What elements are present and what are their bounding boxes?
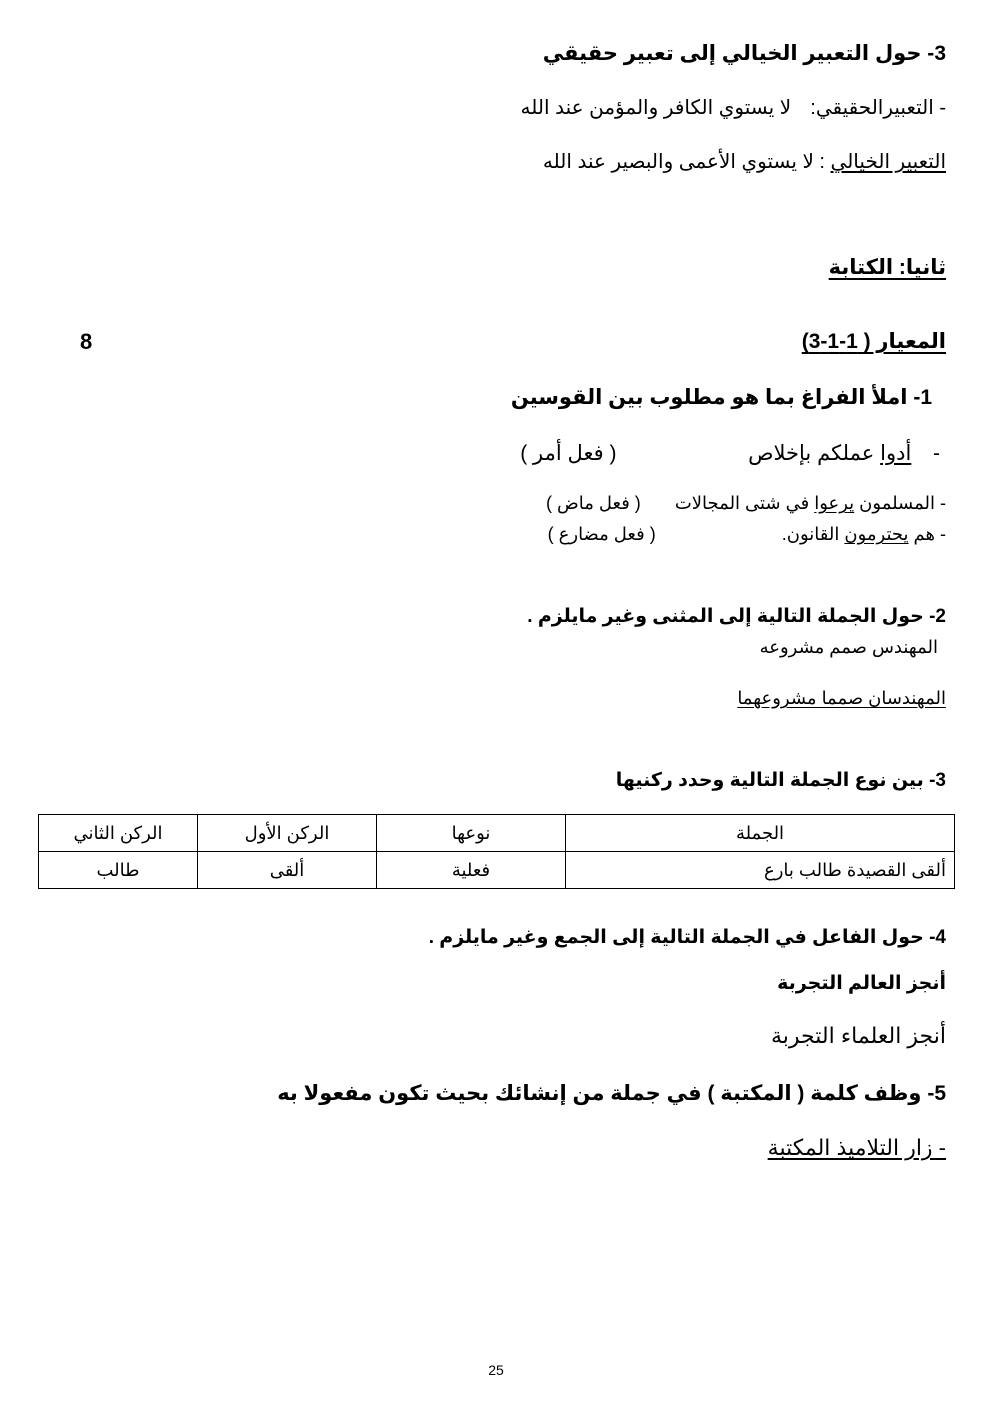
q5-title: 5- وظف كلمة ( المكتبة ) في جملة من إنشائك بحيث تكون مفعولا به bbox=[277, 1082, 946, 1105]
q1-line-1-answer: أدوا bbox=[880, 442, 912, 465]
table-header-first-pillar: الركن الأول bbox=[198, 815, 377, 852]
question-3-title: 3- حول التعبير الخيالي إلى تعبير حقيقي bbox=[542, 42, 946, 65]
q1-line-2 bbox=[40, 491, 946, 515]
section-writing-title: ثانيا: الكتابة bbox=[828, 256, 946, 279]
q1-line-2-hint: ( فعل ماض ) bbox=[546, 493, 641, 513]
q1-line-2-answer: يرعوا bbox=[814, 493, 855, 513]
criterion-heading: المعيار ( 1-1-3) bbox=[801, 330, 946, 353]
q1-line-1-hint: ( فعل أمر ) bbox=[520, 442, 617, 465]
table-header-row bbox=[39, 815, 955, 852]
q1-title: 1- املأ الفراغ بما هو مطلوب بين القوسين bbox=[510, 386, 932, 409]
q1-line-1-text: عملكم بإخلاص bbox=[748, 442, 881, 465]
q1-line-3-answer: يحترمون bbox=[844, 524, 909, 544]
table-cell-type: فعلية bbox=[377, 852, 566, 889]
q1-line-3-hint: ( فعل مضارع ) bbox=[547, 524, 656, 544]
q2-answer: المهندسان صمما مشروعهما bbox=[737, 688, 946, 708]
real-expression-label: - التعبيرالحقيقي: bbox=[810, 97, 946, 119]
table-row bbox=[39, 852, 955, 889]
table-header-sentence: الجملة bbox=[566, 815, 955, 852]
q1-line-2-text: في شتى المجالات bbox=[674, 493, 815, 513]
q4-title: 4- حول الفاعل في الجملة التالية إلى الجمع وغير مايلزم . bbox=[428, 927, 946, 948]
q4-sentence: أنجز العالم التجربة bbox=[777, 973, 946, 994]
q2-sentence: المهندس صمم مشروعه bbox=[759, 637, 938, 657]
table-cell-sentence: ألقى القصيدة طالب بارع bbox=[566, 852, 955, 889]
table-header-second-pillar: الركن الثاني bbox=[39, 815, 198, 852]
imaginary-expression-line bbox=[40, 148, 946, 176]
q2-title: 2- حول الجملة التالية إلى المثنى وغير مايلزم . bbox=[527, 606, 946, 627]
q5-answer: - زار التلاميذ المكتبة bbox=[767, 1135, 946, 1160]
imaginary-expression-text: : لا يستوي الأعمى والبصير عند الله bbox=[542, 151, 825, 173]
sentence-analysis-table bbox=[38, 814, 955, 889]
score-value: 8 bbox=[80, 329, 93, 354]
q3-title: 3- بين نوع الجملة التالية وحدد ركنيها bbox=[615, 770, 946, 791]
q1-line-1-dash: - bbox=[933, 442, 940, 465]
q1-line-1 bbox=[40, 440, 940, 468]
table-header-type: نوعها bbox=[377, 815, 566, 852]
table-cell-first-pillar: ألقى bbox=[198, 852, 377, 889]
q1-line-3-pre: - هم bbox=[908, 524, 946, 544]
table-cell-second-pillar: طالب bbox=[39, 852, 198, 889]
q4-answer: أنجز العلماء التجربة bbox=[771, 1023, 946, 1048]
real-expression-line bbox=[40, 94, 946, 122]
q1-line-2-pre: - المسلمون bbox=[854, 493, 946, 513]
real-expression-text: لا يستوي الكافر والمؤمن عند الله bbox=[520, 97, 792, 119]
q1-line-3 bbox=[40, 522, 946, 546]
q1-line-3-text: القانون. bbox=[781, 524, 845, 544]
imaginary-expression-label: التعبير الخيالي bbox=[830, 151, 946, 173]
page-number: 25 bbox=[488, 1362, 504, 1378]
